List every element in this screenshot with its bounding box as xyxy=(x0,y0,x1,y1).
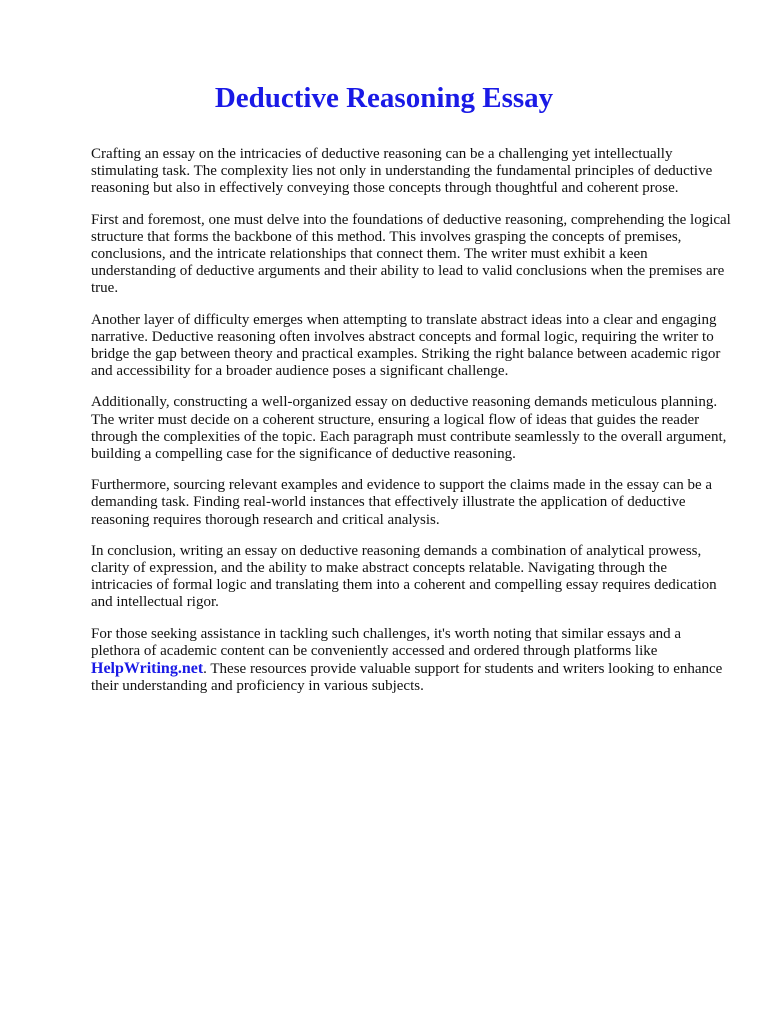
paragraph-2: First and foremost, one must delve into the foundations of deductive reasoning, comprehending the logical structure that forms the backbone of this method. This involves grasping the concepts of premises, conclusions, and the intricate relationships that connect them. The writer must exhibit a keen understanding of deductive arguments and their ability to lead to valid conclusions when the premises are true. xyxy=(91,211,731,297)
paragraph-6: In conclusion, writing an essay on deductive reasoning demands a combination of analytical prowess, clarity of expression, and the ability to make abstract concepts relatable. Navigating through the intricacies of formal logic and translating them into a coherent and compelling essay requires dedication and intellectual rigor. xyxy=(91,542,717,611)
paragraph-7 xyxy=(91,626,731,696)
paragraph-5: Furthermore, sourcing relevant examples and evidence to support the claims made in the essay can be a demanding task. Finding real-world instances that effectively illustrate the application of deductive reasoning requires thorough research and critical analysis. xyxy=(91,477,713,528)
paragraph-4: Additionally, constructing a well-organized essay on deductive reasoning demands meticulous planning. The writer must decide on a coherent structure, ensuring a logical flow of ideas that guides the reader through the complexities of the topic. Each paragraph must contribute seamlessly to the overall argument, building a compelling case for the significance of deductive reasoning. xyxy=(91,394,727,463)
essay-body xyxy=(91,146,731,709)
paragraph-3: Another layer of difficulty emerges when attempting to translate abstract ideas into a clear and engaging narrative. Deductive reasoning often involves abstract concepts and formal logic, requiring the writer to bridge the gap between theory and practical examples. Striking the right balance between academic rigor and accessibility for a broader audience poses a significant challenge. xyxy=(91,311,721,380)
paragraph-1: Crafting an essay on the intricacies of deductive reasoning can be a challenging yet intellectually stimulating task. The complexity lies not only in understanding the fundamental principles of deductive reasoning but also in effectively conveying those concepts through thoughtful and coherent prose. xyxy=(91,146,713,197)
helpwriting-link[interactable]: HelpWriting.net xyxy=(91,660,204,678)
paragraph-7-tail: . These resources provide valuable support for students and writers looking to enhance their understanding and proficiency in various subjects. xyxy=(91,661,723,695)
page-title: Deductive Reasoning Essay xyxy=(214,82,554,114)
paragraph-7-lead: For those seeking assistance in tackling such challenges, it's worth noting that similar essays and a plethora of academic content can be conveniently accessed and ordered through platforms like xyxy=(91,625,682,659)
